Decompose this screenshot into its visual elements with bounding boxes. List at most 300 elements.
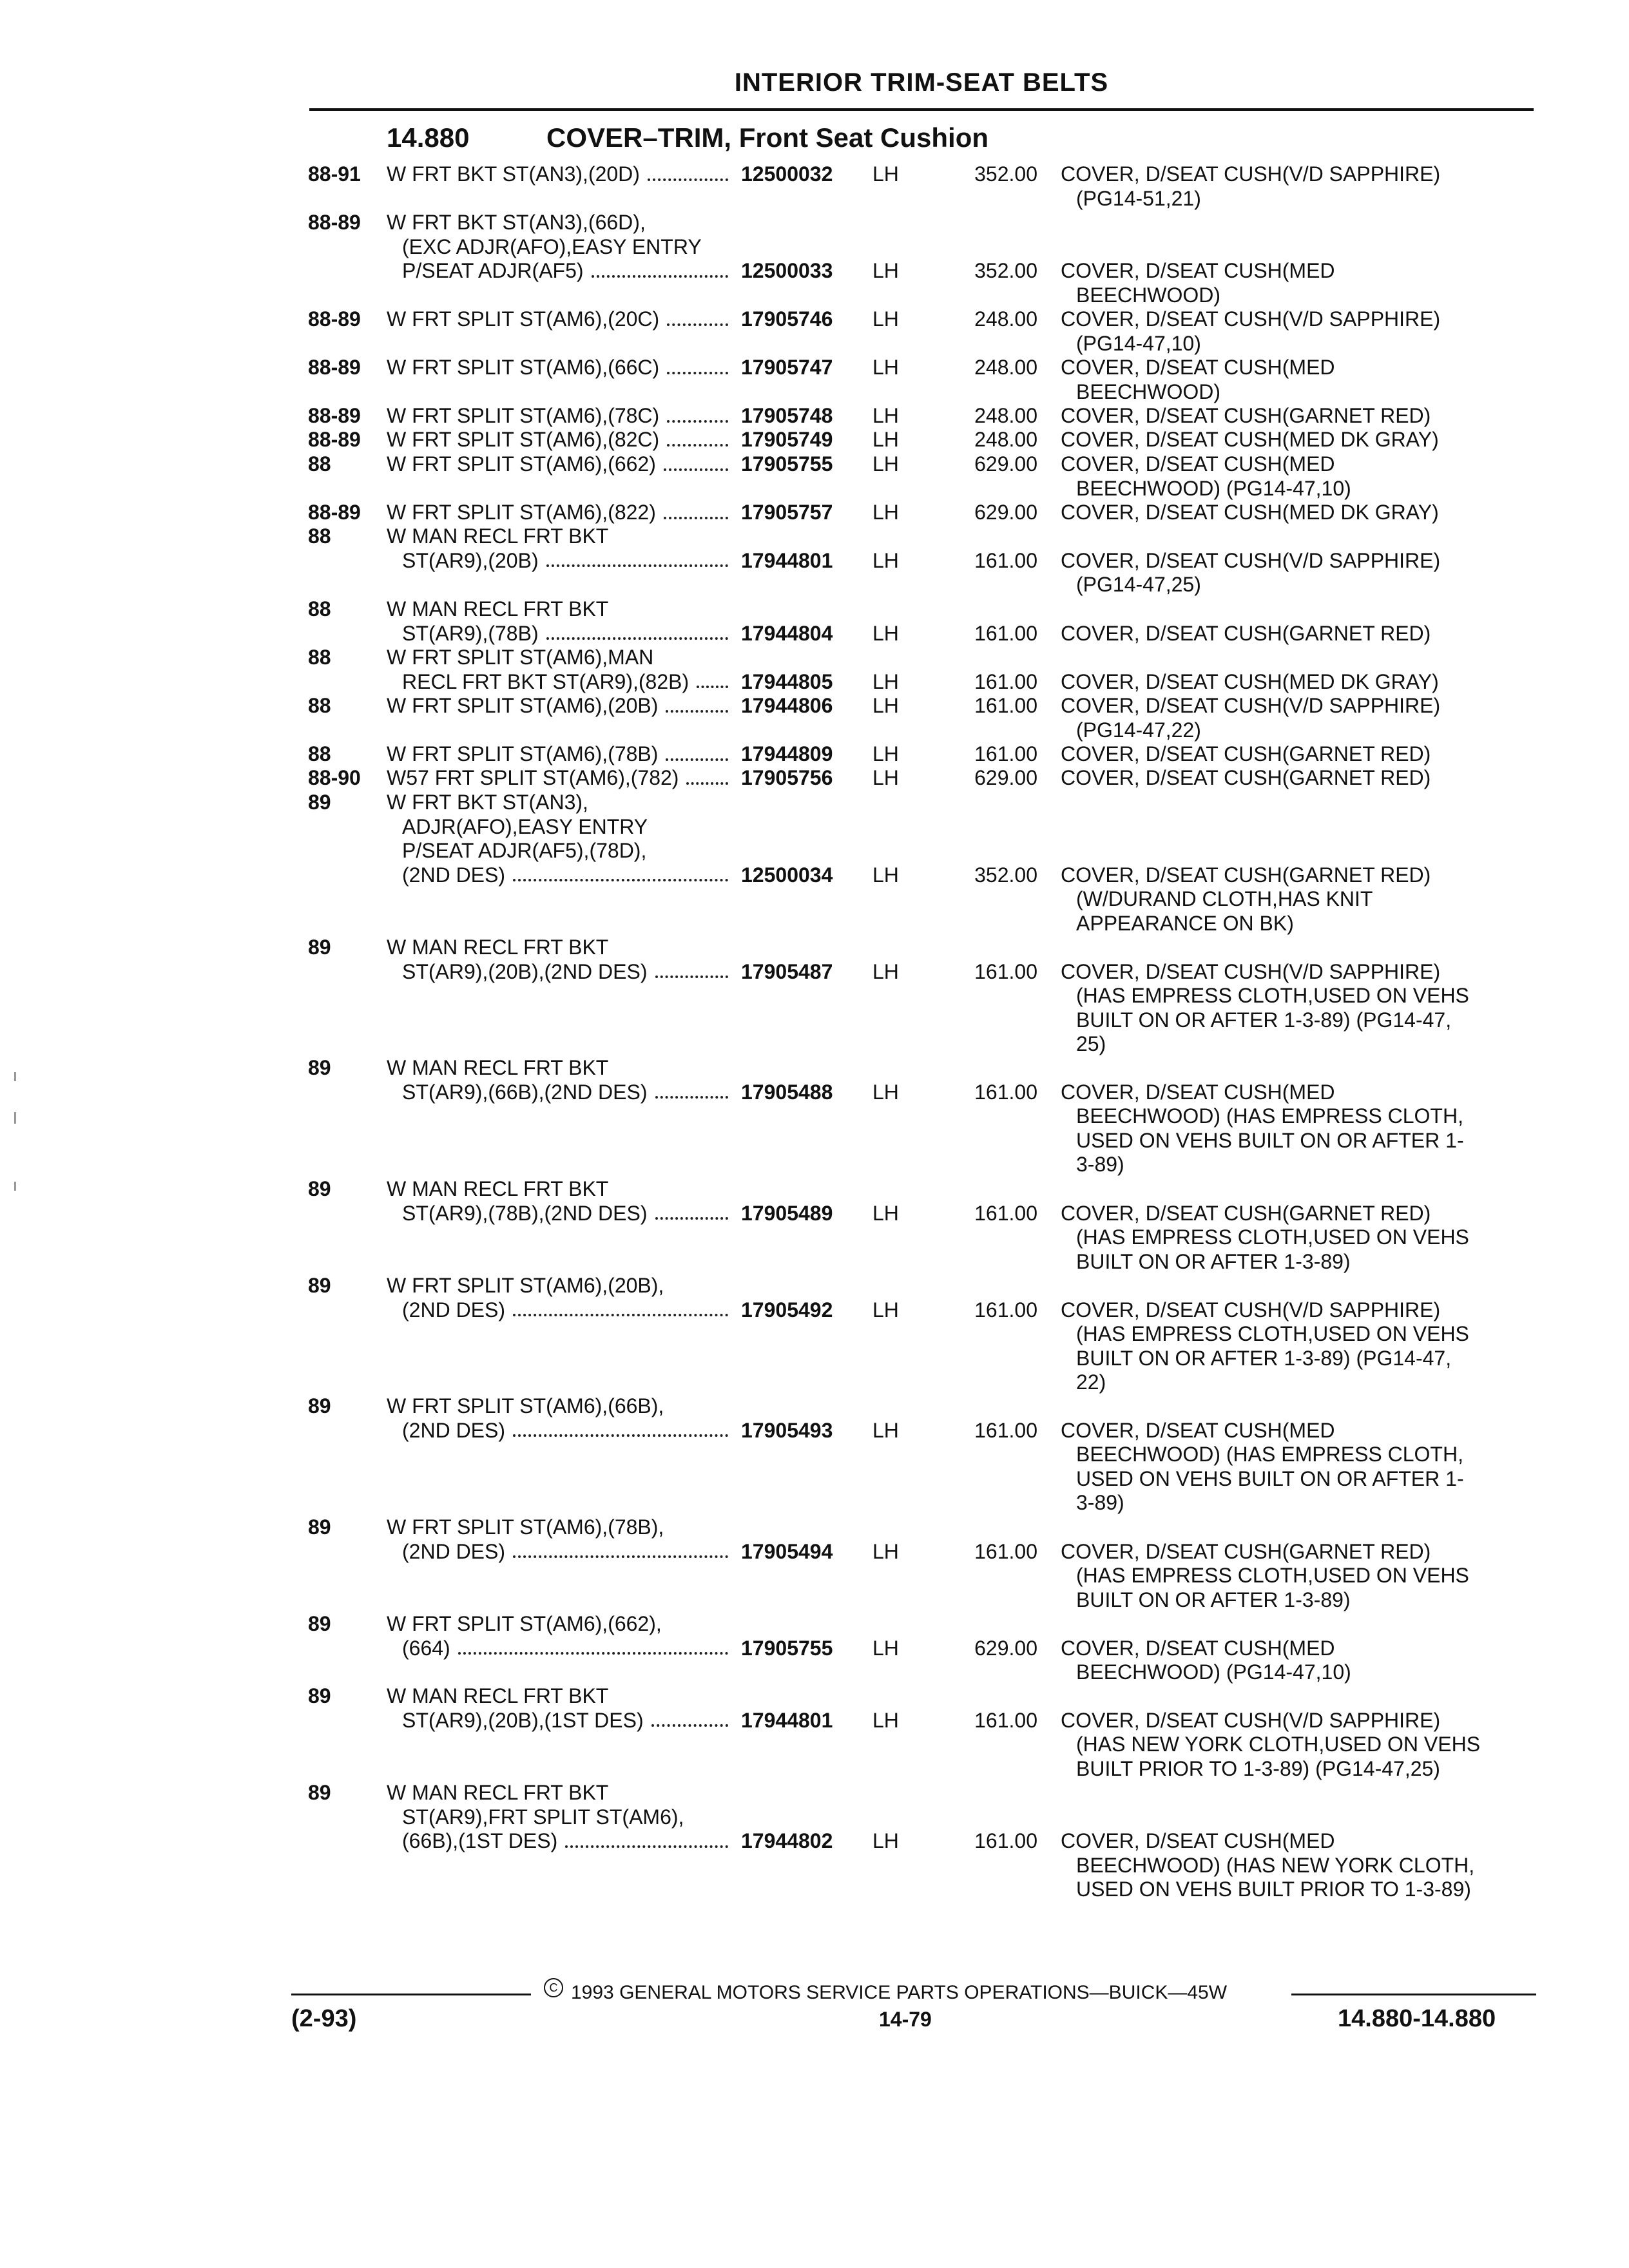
note-line bbox=[1061, 622, 1525, 646]
part-description bbox=[387, 211, 735, 284]
note-line bbox=[1061, 477, 1525, 501]
description-line bbox=[387, 670, 735, 695]
part-description bbox=[387, 307, 735, 332]
part-note bbox=[1061, 766, 1525, 791]
description-line bbox=[387, 428, 735, 452]
part-number: 17905755 bbox=[741, 1636, 833, 1660]
description-text: W FRT SPLIT ST(AM6),(662) bbox=[387, 452, 656, 476]
description-line bbox=[387, 1202, 735, 1226]
note-text: (PG14-51,21) bbox=[1076, 186, 1201, 210]
part-number: 17944804 bbox=[741, 621, 833, 645]
note-line bbox=[1061, 332, 1525, 356]
side: LH bbox=[872, 1298, 899, 1321]
page-number: 14-79 bbox=[879, 2008, 932, 2031]
model-years: 89 bbox=[308, 1056, 331, 1079]
leader-dots bbox=[513, 1540, 728, 1559]
description-line bbox=[387, 960, 735, 985]
part-note bbox=[1061, 1709, 1525, 1782]
model-years: 88-91 bbox=[308, 162, 361, 186]
description-text: P/SEAT ADJR(AF5) bbox=[402, 259, 584, 282]
note-line: COVER, D/SEAT CUSH(GARNET RED) bbox=[1061, 1539, 1431, 1563]
price: 161.00 bbox=[974, 621, 1037, 645]
footer-rule-right bbox=[1291, 1994, 1536, 1995]
side: LH bbox=[872, 1636, 899, 1660]
description-line bbox=[387, 1081, 735, 1105]
note-line: BUILT ON OR AFTER 1-3-89) (PG14-47, bbox=[1076, 1008, 1452, 1032]
revision-date: (2-93) bbox=[291, 2005, 357, 2032]
part-description bbox=[387, 766, 735, 791]
description-line: W FRT SPLIT ST(AM6),(662), bbox=[387, 1612, 662, 1635]
note-text: COVER, D/SEAT CUSH(MED DK GRAY) bbox=[1061, 428, 1439, 451]
price: 161.00 bbox=[974, 1708, 1037, 1732]
note-text: (PG14-47,22) bbox=[1076, 718, 1201, 742]
description-line bbox=[387, 549, 735, 573]
description-text: W FRT SPLIT ST(AM6),(78C) bbox=[387, 404, 660, 427]
price: 352.00 bbox=[974, 259, 1037, 282]
note-line: COVER, D/SEAT CUSH(MED bbox=[1061, 356, 1335, 379]
description-text: W FRT SPLIT ST(AM6),(822) bbox=[387, 501, 656, 524]
part-number: 17905489 bbox=[741, 1201, 833, 1225]
model-years: 88-89 bbox=[308, 404, 361, 427]
model-years: 88 bbox=[308, 597, 331, 620]
price: 161.00 bbox=[974, 742, 1037, 765]
note-line: (HAS NEW YORK CLOTH,USED ON VEHS bbox=[1076, 1733, 1481, 1756]
price: 161.00 bbox=[974, 1539, 1037, 1563]
side: LH bbox=[872, 669, 899, 693]
part-note bbox=[1061, 1419, 1525, 1515]
scan-mark bbox=[14, 1112, 16, 1124]
note-line: COVER, D/SEAT CUSH(V/D SAPPHIRE) bbox=[1061, 1298, 1441, 1321]
part-number: 17905749 bbox=[741, 428, 833, 451]
description-line bbox=[387, 742, 735, 767]
part-description bbox=[387, 404, 735, 428]
description-text: ST(AR9),(66B),(2ND DES) bbox=[402, 1080, 648, 1104]
part-description bbox=[387, 1612, 735, 1660]
description-text: RECL FRT BKT ST(AR9),(82B) bbox=[402, 669, 689, 693]
note-line: BEECHWOOD) (HAS NEW YORK CLOTH, bbox=[1076, 1853, 1475, 1877]
price: 161.00 bbox=[974, 959, 1037, 983]
note-text: BUILT ON OR AFTER 1-3-89) bbox=[1076, 1588, 1351, 1611]
note-line: COVER, D/SEAT CUSH(GARNET RED) bbox=[1061, 863, 1431, 887]
note-line: COVER, D/SEAT CUSH(V/D SAPPHIRE) bbox=[1061, 307, 1441, 331]
leader-dots bbox=[513, 863, 728, 882]
part-description bbox=[387, 501, 735, 525]
note-line bbox=[1061, 742, 1525, 767]
part-note bbox=[1061, 694, 1525, 742]
part-number: 17944801 bbox=[741, 548, 833, 572]
note-text: 25) bbox=[1076, 1032, 1106, 1055]
price: 161.00 bbox=[974, 1418, 1037, 1442]
note-line: USED ON VEHS BUILT ON OR AFTER 1- bbox=[1076, 1466, 1464, 1490]
part-description bbox=[387, 452, 735, 477]
price: 161.00 bbox=[974, 694, 1037, 717]
description-line bbox=[387, 1540, 735, 1564]
part-description bbox=[387, 646, 735, 694]
leader-dots bbox=[697, 670, 728, 689]
note-line: COVER, D/SEAT CUSH(MED bbox=[1061, 1418, 1335, 1442]
side: LH bbox=[872, 959, 899, 983]
part-description bbox=[387, 1177, 735, 1225]
note-text: COVER, D/SEAT CUSH(GARNET RED) bbox=[1061, 742, 1431, 765]
description-line bbox=[387, 1709, 735, 1733]
description-text: ST(AR9),(20B),(1ST DES) bbox=[402, 1708, 644, 1732]
part-note bbox=[1061, 404, 1525, 428]
part-description bbox=[387, 428, 735, 452]
part-number: 17905755 bbox=[741, 452, 833, 476]
description-line bbox=[387, 766, 735, 791]
leader-dots bbox=[664, 501, 728, 519]
part-number: 17944802 bbox=[741, 1829, 833, 1852]
model-years: 89 bbox=[308, 1177, 331, 1200]
leader-dots bbox=[592, 259, 728, 278]
note-line bbox=[1061, 284, 1525, 308]
note-line: BUILT ON OR AFTER 1-3-89) (PG14-47, bbox=[1076, 1346, 1452, 1370]
leader-dots bbox=[667, 404, 728, 423]
note-line bbox=[1061, 1250, 1525, 1274]
leader-dots bbox=[546, 549, 728, 568]
description-line bbox=[387, 1829, 735, 1854]
copyright-text: 1993 GENERAL MOTORS SERVICE PARTS OPERATIONS—BUICK—45W bbox=[571, 1982, 1228, 2003]
note-line: (W/DURAND CLOTH,HAS KNIT bbox=[1076, 887, 1373, 910]
description-line bbox=[387, 452, 735, 477]
description-line bbox=[387, 162, 735, 187]
description-text: W57 FRT SPLIT ST(AM6),(782) bbox=[387, 766, 679, 789]
price: 629.00 bbox=[974, 766, 1037, 789]
side: LH bbox=[872, 452, 899, 476]
leader-dots bbox=[648, 162, 728, 181]
side: LH bbox=[872, 621, 899, 645]
part-number: 17905493 bbox=[741, 1418, 833, 1442]
note-line: COVER, D/SEAT CUSH(V/D SAPPHIRE) bbox=[1061, 1708, 1441, 1732]
note-line bbox=[1061, 1370, 1525, 1395]
part-number: 17905492 bbox=[741, 1298, 833, 1321]
description-line bbox=[387, 694, 735, 718]
note-text: BUILT ON OR AFTER 1-3-89) bbox=[1076, 1249, 1351, 1273]
description-text: ST(AR9),(78B),(2ND DES) bbox=[402, 1201, 648, 1225]
leader-dots bbox=[655, 1202, 729, 1220]
note-text: BUILT PRIOR TO 1-3-89) (PG14-47,25) bbox=[1076, 1756, 1440, 1780]
model-years: 89 bbox=[308, 1781, 331, 1804]
description-text: ST(AR9),(78B) bbox=[402, 621, 539, 645]
note-line bbox=[1061, 1153, 1525, 1177]
price: 248.00 bbox=[974, 428, 1037, 451]
description-line bbox=[387, 501, 735, 525]
scan-mark bbox=[14, 1182, 16, 1191]
description-line bbox=[387, 1637, 735, 1661]
part-description bbox=[387, 936, 735, 984]
part-number: 17944801 bbox=[741, 1708, 833, 1732]
part-description bbox=[387, 694, 735, 718]
description-line: W MAN RECL FRT BKT bbox=[387, 1056, 609, 1079]
note-line: COVER, D/SEAT CUSH(V/D SAPPHIRE) bbox=[1061, 959, 1441, 983]
part-note bbox=[1061, 428, 1525, 452]
description-text: ST(AR9),(20B) bbox=[402, 548, 539, 572]
leader-dots bbox=[667, 428, 728, 447]
model-years: 89 bbox=[308, 1274, 331, 1297]
part-number: 12500034 bbox=[741, 863, 833, 887]
note-line bbox=[1061, 404, 1525, 428]
description-text: (2ND DES) bbox=[402, 863, 506, 887]
description-line: W MAN RECL FRT BKT bbox=[387, 1684, 609, 1707]
description-line bbox=[387, 404, 735, 428]
part-description bbox=[387, 791, 735, 887]
part-number: 17905747 bbox=[741, 356, 833, 379]
note-line bbox=[1061, 1757, 1525, 1782]
leader-dots bbox=[686, 766, 728, 785]
note-line bbox=[1061, 670, 1525, 695]
part-note bbox=[1061, 960, 1525, 1057]
part-note bbox=[1061, 162, 1525, 211]
part-note bbox=[1061, 452, 1525, 501]
price: 161.00 bbox=[974, 1080, 1037, 1104]
note-line bbox=[1061, 1491, 1525, 1515]
model-years: 88-90 bbox=[308, 766, 361, 789]
price: 161.00 bbox=[974, 1201, 1037, 1225]
description-line: W MAN RECL FRT BKT bbox=[387, 1177, 609, 1200]
part-note bbox=[1061, 1637, 1525, 1685]
description-line bbox=[387, 622, 735, 646]
side: LH bbox=[872, 162, 899, 186]
note-line bbox=[1061, 187, 1525, 211]
part-note bbox=[1061, 356, 1525, 404]
model-years: 88-89 bbox=[308, 211, 361, 234]
leader-dots bbox=[458, 1637, 728, 1655]
side: LH bbox=[872, 259, 899, 282]
description-line: W MAN RECL FRT BKT bbox=[387, 936, 609, 959]
part-number: 12500032 bbox=[741, 162, 833, 186]
side: LH bbox=[872, 307, 899, 331]
side: LH bbox=[872, 766, 899, 789]
part-note bbox=[1061, 863, 1525, 936]
description-line: ADJR(AFO),EASY ENTRY bbox=[402, 814, 648, 838]
leader-dots bbox=[667, 307, 728, 326]
description-text: ST(AR9),(20B),(2ND DES) bbox=[402, 959, 648, 983]
side: LH bbox=[872, 1201, 899, 1225]
part-number: 17905494 bbox=[741, 1539, 833, 1563]
part-description bbox=[387, 356, 735, 380]
leader-dots bbox=[651, 1709, 728, 1727]
note-text: BEECHWOOD) bbox=[1076, 283, 1220, 307]
note-line: BEECHWOOD) (HAS EMPRESS CLOTH, bbox=[1076, 1443, 1463, 1466]
part-note bbox=[1061, 259, 1525, 307]
part-number: 17905757 bbox=[741, 501, 833, 524]
price: 248.00 bbox=[974, 307, 1037, 331]
model-years: 89 bbox=[308, 1684, 331, 1707]
leader-dots bbox=[655, 1081, 729, 1099]
description-text: W FRT SPLIT ST(AM6),(66C) bbox=[387, 356, 660, 379]
leader-dots bbox=[565, 1829, 728, 1848]
part-number: 17905748 bbox=[741, 404, 833, 427]
price: 248.00 bbox=[974, 356, 1037, 379]
section-title: COVER–TRIM, Front Seat Cushion bbox=[546, 122, 989, 153]
part-note bbox=[1061, 1081, 1525, 1177]
note-text: BEECHWOOD) (PG14-47,10) bbox=[1076, 1660, 1351, 1684]
page-header-title: INTERIOR TRIM-SEAT BELTS bbox=[734, 68, 1109, 97]
description-text: W FRT SPLIT ST(AM6),(82C) bbox=[387, 428, 660, 451]
description-line: ST(AR9),FRT SPLIT ST(AM6), bbox=[402, 1805, 684, 1829]
side: LH bbox=[872, 1708, 899, 1732]
note-line: (HAS EMPRESS CLOTH,USED ON VEHS bbox=[1076, 1564, 1469, 1587]
part-description bbox=[387, 1394, 735, 1443]
note-line bbox=[1061, 501, 1525, 525]
price: 629.00 bbox=[974, 501, 1037, 524]
description-text: W FRT SPLIT ST(AM6),(20C) bbox=[387, 307, 660, 331]
price: 161.00 bbox=[974, 548, 1037, 572]
side: LH bbox=[872, 1418, 899, 1442]
leader-dots bbox=[664, 452, 728, 471]
price: 161.00 bbox=[974, 669, 1037, 693]
description-line bbox=[387, 1419, 735, 1443]
side: LH bbox=[872, 548, 899, 572]
description-line: (EXC ADJR(AFO),EASY ENTRY bbox=[402, 235, 702, 258]
description-text: (66B),(1ST DES) bbox=[402, 1829, 558, 1852]
note-line bbox=[1061, 718, 1525, 743]
note-text: COVER, D/SEAT CUSH(GARNET RED) bbox=[1061, 766, 1431, 789]
description-text: (2ND DES) bbox=[402, 1418, 506, 1442]
part-number: 17944805 bbox=[741, 669, 833, 693]
part-note bbox=[1061, 549, 1525, 597]
description-line: W FRT SPLIT ST(AM6),(20B), bbox=[387, 1274, 664, 1297]
note-text: COVER, D/SEAT CUSH(MED DK GRAY) bbox=[1061, 669, 1439, 693]
part-number: 17905487 bbox=[741, 959, 833, 983]
model-years: 88 bbox=[308, 524, 331, 548]
note-line bbox=[1061, 1660, 1525, 1685]
description-line: W MAN RECL FRT BKT bbox=[387, 1781, 609, 1804]
note-line: COVER, D/SEAT CUSH(GARNET RED) bbox=[1061, 1201, 1431, 1225]
part-note bbox=[1061, 622, 1525, 646]
note-line: (HAS EMPRESS CLOTH,USED ON VEHS bbox=[1076, 984, 1469, 1007]
part-note bbox=[1061, 1829, 1525, 1902]
price: 629.00 bbox=[974, 452, 1037, 476]
side: LH bbox=[872, 694, 899, 717]
description-line: W FRT SPLIT ST(AM6),MAN bbox=[387, 646, 654, 669]
note-text: (PG14-47,10) bbox=[1076, 331, 1201, 355]
side: LH bbox=[872, 742, 899, 765]
description-line bbox=[387, 259, 735, 284]
note-line bbox=[1061, 573, 1525, 597]
note-line: COVER, D/SEAT CUSH(V/D SAPPHIRE) bbox=[1061, 694, 1441, 717]
part-number: 17944806 bbox=[741, 694, 833, 717]
part-description bbox=[387, 1684, 735, 1733]
description-line: W MAN RECL FRT BKT bbox=[387, 597, 609, 620]
description-text: W FRT BKT ST(AN3),(20D) bbox=[387, 162, 640, 186]
part-description bbox=[387, 1056, 735, 1104]
note-line bbox=[1061, 1032, 1525, 1057]
note-line: (HAS EMPRESS CLOTH,USED ON VEHS bbox=[1076, 1322, 1469, 1345]
part-note bbox=[1061, 1298, 1525, 1395]
description-line: W MAN RECL FRT BKT bbox=[387, 524, 609, 548]
model-years: 88 bbox=[308, 742, 331, 765]
side: LH bbox=[872, 404, 899, 427]
note-text: 3-89) bbox=[1076, 1491, 1124, 1514]
price: 352.00 bbox=[974, 162, 1037, 186]
note-line bbox=[1061, 912, 1525, 936]
note-text: COVER, D/SEAT CUSH(MED DK GRAY) bbox=[1061, 501, 1439, 524]
side: LH bbox=[872, 501, 899, 524]
side: LH bbox=[872, 1829, 899, 1852]
note-text: (PG14-47,25) bbox=[1076, 573, 1201, 596]
part-note bbox=[1061, 501, 1525, 525]
price: 352.00 bbox=[974, 863, 1037, 887]
part-description bbox=[387, 742, 735, 767]
section-range: 14.880-14.880 bbox=[1338, 2005, 1496, 2032]
model-years: 89 bbox=[308, 791, 331, 814]
leader-dots bbox=[666, 742, 728, 761]
note-line bbox=[1061, 428, 1525, 452]
side: LH bbox=[872, 1080, 899, 1104]
note-text: COVER, D/SEAT CUSH(GARNET RED) bbox=[1061, 621, 1431, 645]
note-line: (HAS EMPRESS CLOTH,USED ON VEHS bbox=[1076, 1225, 1469, 1249]
note-line bbox=[1061, 1588, 1525, 1613]
part-number: 17944809 bbox=[741, 742, 833, 765]
note-line: COVER, D/SEAT CUSH(MED bbox=[1061, 452, 1335, 476]
note-text: USED ON VEHS BUILT PRIOR TO 1-3-89) bbox=[1076, 1878, 1471, 1901]
model-years: 89 bbox=[308, 1394, 331, 1418]
side: LH bbox=[872, 1539, 899, 1563]
note-line: COVER, D/SEAT CUSH(MED bbox=[1061, 1080, 1335, 1104]
part-number: 17905488 bbox=[741, 1080, 833, 1104]
note-text: COVER, D/SEAT CUSH(GARNET RED) bbox=[1061, 404, 1431, 427]
leader-dots bbox=[546, 622, 728, 640]
leader-dots bbox=[666, 694, 728, 713]
description-line: W FRT BKT ST(AN3),(66D), bbox=[387, 211, 646, 234]
side: LH bbox=[872, 356, 899, 379]
leader-dots bbox=[655, 960, 729, 979]
description-line: P/SEAT ADJR(AF5),(78D), bbox=[402, 839, 647, 862]
side: LH bbox=[872, 428, 899, 451]
part-description bbox=[387, 524, 735, 573]
description-line: W FRT BKT ST(AN3), bbox=[387, 791, 588, 814]
note-text: APPEARANCE ON BK) bbox=[1076, 911, 1294, 935]
leader-dots bbox=[667, 356, 728, 374]
note-line: USED ON VEHS BUILT ON OR AFTER 1- bbox=[1076, 1128, 1464, 1152]
price: 161.00 bbox=[974, 1829, 1037, 1852]
model-years: 88-89 bbox=[308, 428, 361, 451]
part-description bbox=[387, 1274, 735, 1322]
leader-dots bbox=[513, 1419, 728, 1437]
part-note bbox=[1061, 742, 1525, 767]
leader-dots bbox=[513, 1298, 728, 1317]
part-description bbox=[387, 597, 735, 646]
description-line bbox=[387, 307, 735, 332]
note-line bbox=[1061, 380, 1525, 405]
note-line: COVER, D/SEAT CUSH(MED bbox=[1061, 1829, 1335, 1852]
note-line: COVER, D/SEAT CUSH(V/D SAPPHIRE) bbox=[1061, 162, 1441, 186]
part-number: 17905756 bbox=[741, 766, 833, 789]
note-line: COVER, D/SEAT CUSH(V/D SAPPHIRE) bbox=[1061, 548, 1441, 572]
note-line bbox=[1061, 1878, 1525, 1902]
description-line: W FRT SPLIT ST(AM6),(78B), bbox=[387, 1515, 664, 1539]
model-years: 89 bbox=[308, 1515, 331, 1539]
description-text: W FRT SPLIT ST(AM6),(20B) bbox=[387, 694, 659, 717]
note-text: 22) bbox=[1076, 1370, 1106, 1394]
note-text: 3-89) bbox=[1076, 1153, 1124, 1176]
description-line bbox=[387, 863, 735, 888]
scan-mark bbox=[14, 1072, 16, 1081]
part-note bbox=[1061, 1540, 1525, 1613]
side: LH bbox=[872, 863, 899, 887]
model-years: 89 bbox=[308, 1612, 331, 1635]
footer-rule-left bbox=[291, 1994, 531, 1995]
note-text: BEECHWOOD) bbox=[1076, 380, 1220, 403]
price: 248.00 bbox=[974, 404, 1037, 427]
note-line: COVER, D/SEAT CUSH(MED bbox=[1061, 1636, 1335, 1660]
description-text: W FRT SPLIT ST(AM6),(78B) bbox=[387, 742, 659, 765]
part-number: 12500033 bbox=[741, 259, 833, 282]
note-line: BEECHWOOD) (HAS EMPRESS CLOTH, bbox=[1076, 1104, 1463, 1128]
price: 161.00 bbox=[974, 1298, 1037, 1321]
part-description bbox=[387, 162, 735, 187]
